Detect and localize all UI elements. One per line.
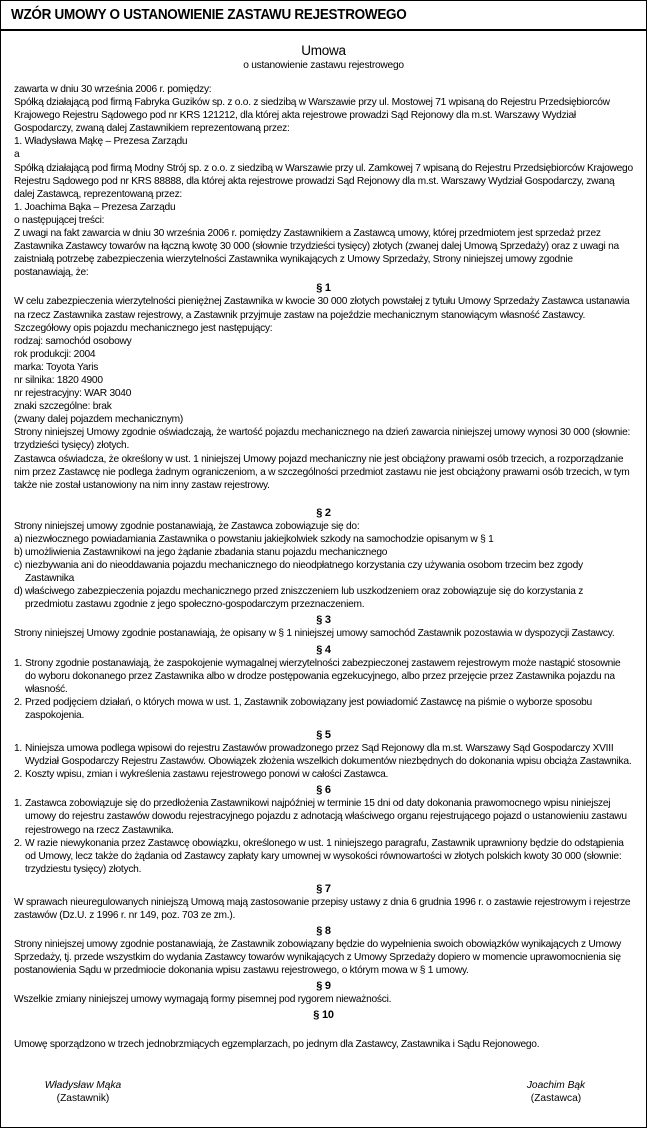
signature-zastawnik: [23, 1079, 143, 1105]
section-heading: § 6: [316, 784, 331, 797]
document-body: [1, 31, 646, 1052]
vehicle-detail: nr rejestracyjny: WAR 3040: [14, 388, 132, 400]
section-heading: § 7: [316, 882, 331, 895]
list-item: d) właściwego zabezpieczenia pojazdu mechanicznego przed zniszczeniem lub uszkodzeniem oraz zobowiązuje się do korzystania z przedmiotu zastawu zgodnie z jego społeczno-gospodarczym przeznaczeniem.: [14, 586, 584, 611]
intro-paragraph: 1. Joachima Bąka – Prezesa Zarządu: [14, 201, 176, 213]
list-item: b) umożliwienia Zastawnikowi na jego żądanie zbadania stanu pojazdu mechanicznego: [14, 547, 388, 558]
intro-paragraph: Spółką działającą pod firmą Fabryka Guzików sp. z o.o. z siedzibą w Warszawie przy ul. Mostowej 71 wpisaną do Rejestru Przedsiębiorców Krajowego Rejestru Sądowego pod nr KRS 121212, dla której akta rejestrowe prowadzi Sąd Rejonowy dla m.st. Warszawy Wydział Gospodarczy, zwaną dalej Zastawnikiem reprezentowaną przez:: [14, 97, 610, 135]
vehicle-detail: rodzaj: samochód osobowy: [14, 335, 132, 347]
list-item: 2. W razie niewykonania przez Zastawcę obowiązku, określonego w ust. 1 niniejszego paragrafu, Zastawnik uprawniony będzie do odstąpienia od Umowy, lecz także do żądania od Zastawcy zapłaty kary umownej w wysokości równowartości w złotych polskich kwoty 30 000 (słownie: trzydziestu tysięcy) złotych.: [14, 837, 624, 875]
list-item: 1. Niniejsza umowa podlega wpisowi do rejestru Zastawów prowadzonego przez Sąd Rejonowy dla m.st. Warszawy Sąd Gospodarczy XVIII Wydział Gospodarczy Rejestru Zastawów. Obowiązek złożenia wszelkich dokumentów niezbędnych do dokonania wpisu obciąża Zastawnika.: [14, 743, 632, 768]
vehicle-detail: nr silnika: 1820 4900: [14, 374, 103, 386]
intro-paragraph: Spółką działającą pod firmą Modny Strój sp. z o.o. z siedzibą w Warszawie przy ul. Zamkowej 7 wpisaną do Rejestru Przedsiębiorców Krajowego Rejestru Sądowego pod nr KRS 88888, dla której akta rejestrowe prowadzi Sąd Rejonowy dla m.st. Warszawy Wydział Gospodarczy, zwaną dalej Zastawcą, reprezentowaną przez:: [14, 162, 633, 200]
document-subtitle: o ustanowienie zastawu rejestrowego: [243, 60, 404, 71]
section-paragraph: Strony niniejszej umowy zgodnie postanawiają, że Zastawca zobowiązuje się do:: [14, 520, 360, 532]
spacer: [14, 722, 633, 726]
section-paragraph: W celu zabezpieczenia wierzytelności pieniężnej Zastawnika w kwocie 30 000 złotych powstałej z tytułu Umowy Sprzedaży Zastawca ustanawia na rzecz Zastawnika zastaw rejestrowy, a Zastawnik przyjmuje zastaw na pojeździe mechanicznym stanowiącym własność Zastawcy.: [14, 296, 630, 321]
list-item: a) niezwłocznego powiadamiania Zastawnika o powstaniu jakiejkolwiek szkody na samochodzie opisanym w § 1: [14, 533, 494, 545]
section-heading: § 9: [316, 980, 331, 993]
spacer: [14, 492, 633, 504]
vehicle-detail: marka: Toyota Yaris: [14, 361, 99, 373]
spacer: [14, 876, 633, 880]
section-paragraph: Szczegółowy opis pojazdu mechanicznego jest następujący:: [14, 322, 273, 334]
vehicle-detail: znaki szczególne: brak: [14, 401, 112, 413]
document-title: Umowa: [301, 43, 346, 58]
list-item: 2. Koszty wpisu, zmian i wykreślenia zastawu rejestrowego ponowi w całości Zastawca.: [14, 769, 389, 781]
section-heading: § 8: [316, 925, 331, 938]
intro-paragraph: a: [14, 149, 20, 161]
intro-paragraph: o następującej treści:: [14, 214, 105, 226]
signature-name: Władysław Mąka: [44, 1080, 122, 1091]
vehicle-detail: (zwany dalej pojazdem mechanicznym): [14, 414, 184, 426]
section-paragraph: Zastawca oświadcza, że określony w ust. 1 niniejszej Umowy pojazd mechaniczny nie jest obciążony prawami osób trzecich, a rozporządzanie nim przez Zastawcę nie podlega żadnym ograniczeniom, a w szczególności przedmiot zastawu nie jest obciążony prawami osób trzecich, w tym także nie został ustanowiony na nim inny zastaw rejestrowy.: [14, 453, 630, 491]
list-item: 2. Przed podjęciem działań, o których mowa w ust. 1, Zastawnik zobowiązany jest powiadomić Zastawcę na piśmie o wyborze sposobu zaspokojenia.: [14, 696, 592, 721]
header-title: WZÓR UMOWY O USTANOWIENIE ZASTAWU REJESTROWEGO: [11, 7, 407, 23]
section-heading: § 4: [316, 643, 331, 656]
list-item: c) niezbywania ani do nieoddawania pojazdu mechanicznego do nieodpłatnego korzystania czy używania osobom trzecim bez zgody Zastawnika: [14, 560, 583, 585]
intro-paragraph: zawarta w dniu 30 września 2006 r. pomiędzy:: [14, 84, 212, 95]
section-heading: § 2: [316, 506, 331, 519]
header-bar: [1, 1, 646, 31]
signature-role: (Zastawca): [530, 1093, 582, 1104]
section-paragraph: Strony niniejszej Umowy zgodnie oświadczają, że wartość pojazdu mechanicznego na dzień zawarcia niniejszej umowy wynosi 30 000 (słownie: trzydzieści tysięcy) złotych.: [14, 427, 631, 452]
section-paragraph: W sprawach nieuregulowanych niniejszą Umową mają zastosowanie przepisy ustawy z dnia 6 grudnia 1996 r. o zastawie rejestrowym i rejestrze zastawów (Dz.U. z 1996 r. nr 149, poz. 703 ze zm.).: [14, 896, 631, 921]
signature-name: Joachim Bąk: [526, 1080, 586, 1091]
signature-zastawca: [496, 1079, 616, 1105]
closing-paragraph: Umowę sporządzono w trzech jednobrzmiących egzemplarzach, po jednym dla Zastawcy, Zastawnika i Sądu Rejonowego.: [14, 1039, 540, 1051]
signature-role: (Zastawnik): [56, 1093, 110, 1104]
vehicle-detail: rok produkcji: 2004: [14, 348, 96, 360]
section-heading: § 1: [316, 282, 331, 295]
section-heading: § 3: [316, 614, 331, 627]
section-paragraph: Strony niniejszej Umowy zgodnie postanawiają, że opisany w § 1 niniejszej umowy samochód Zastawnik pozostawia w dyspozycji Zastawcy.: [14, 628, 615, 640]
list-item: 1. Strony zgodnie postanawiają, że zaspokojenie wymagalnej wierzytelności zabezpieczonej zastawem rejestrowym może nastąpić stosownie do wyboru dokonanego przez Zastawnika albo w drodze postępowania egzekucyjnego, albo przez przejęcie przez Zastawnika pojazdu na własność.: [14, 657, 621, 695]
section-heading: § 10: [313, 1009, 334, 1022]
list-item: 1. Zastawca zobowiązuje się do przedłożenia Zastawnikowi najpóźniej w terminie 15 dni od daty dokonania prawomocnego wpisu niniejszej umowy do rejestru zastawów dowodu rejestracyjnego pojazdu z adnotacją właściwego organu rejestrującego pojazd o ustanowieniu zastawu rejestrowego na rzecz Zastawnika.: [14, 798, 627, 836]
intro-paragraph: Z uwagi na fakt zawarcia w dniu 30 września 2006 r. pomiędzy Zastawnikiem a Zastawcą umowy, której przedmiotem jest sprzedaż przez Zastawnika Zastawcy towarów na łączną kwotę 30 000 (słownie trzydzieści tysięcy) złotych (zwanej dalej Umową Sprzedaży) oraz z uwagi na zaistniałą potrzebę zabezpieczenia wierzytelności Zastawnika wynikających z Umowy Sprzedaży, Strony niniejszej umowy zgodnie postanawiają, że:: [14, 228, 619, 279]
section-paragraph: Strony niniejszej umowy zgodnie postanawiają, że Zastawnik zobowiązany będzie do wypełnienia swoich obowiązków wynikających z Umowy Sprzedaży, tj. przede wszystkim do wydania Zastawcy towarów wynikających z Umowy Sprzedaży dopiero w momencie uprawomocnienia się postanowienia Sądu w przedmiocie dokonania wpisu zastawu rejestrowego, o którym mowa w § 1 umowy.: [14, 939, 622, 977]
section-paragraph: Wszelkie zmiany niniejszej umowy wymagają formy pisemnej pod rygorem nieważności.: [14, 994, 392, 1006]
intro-paragraph: 1. Władysława Mąkę – Prezesa Zarządu: [14, 136, 188, 148]
section-heading: § 5: [316, 729, 331, 742]
